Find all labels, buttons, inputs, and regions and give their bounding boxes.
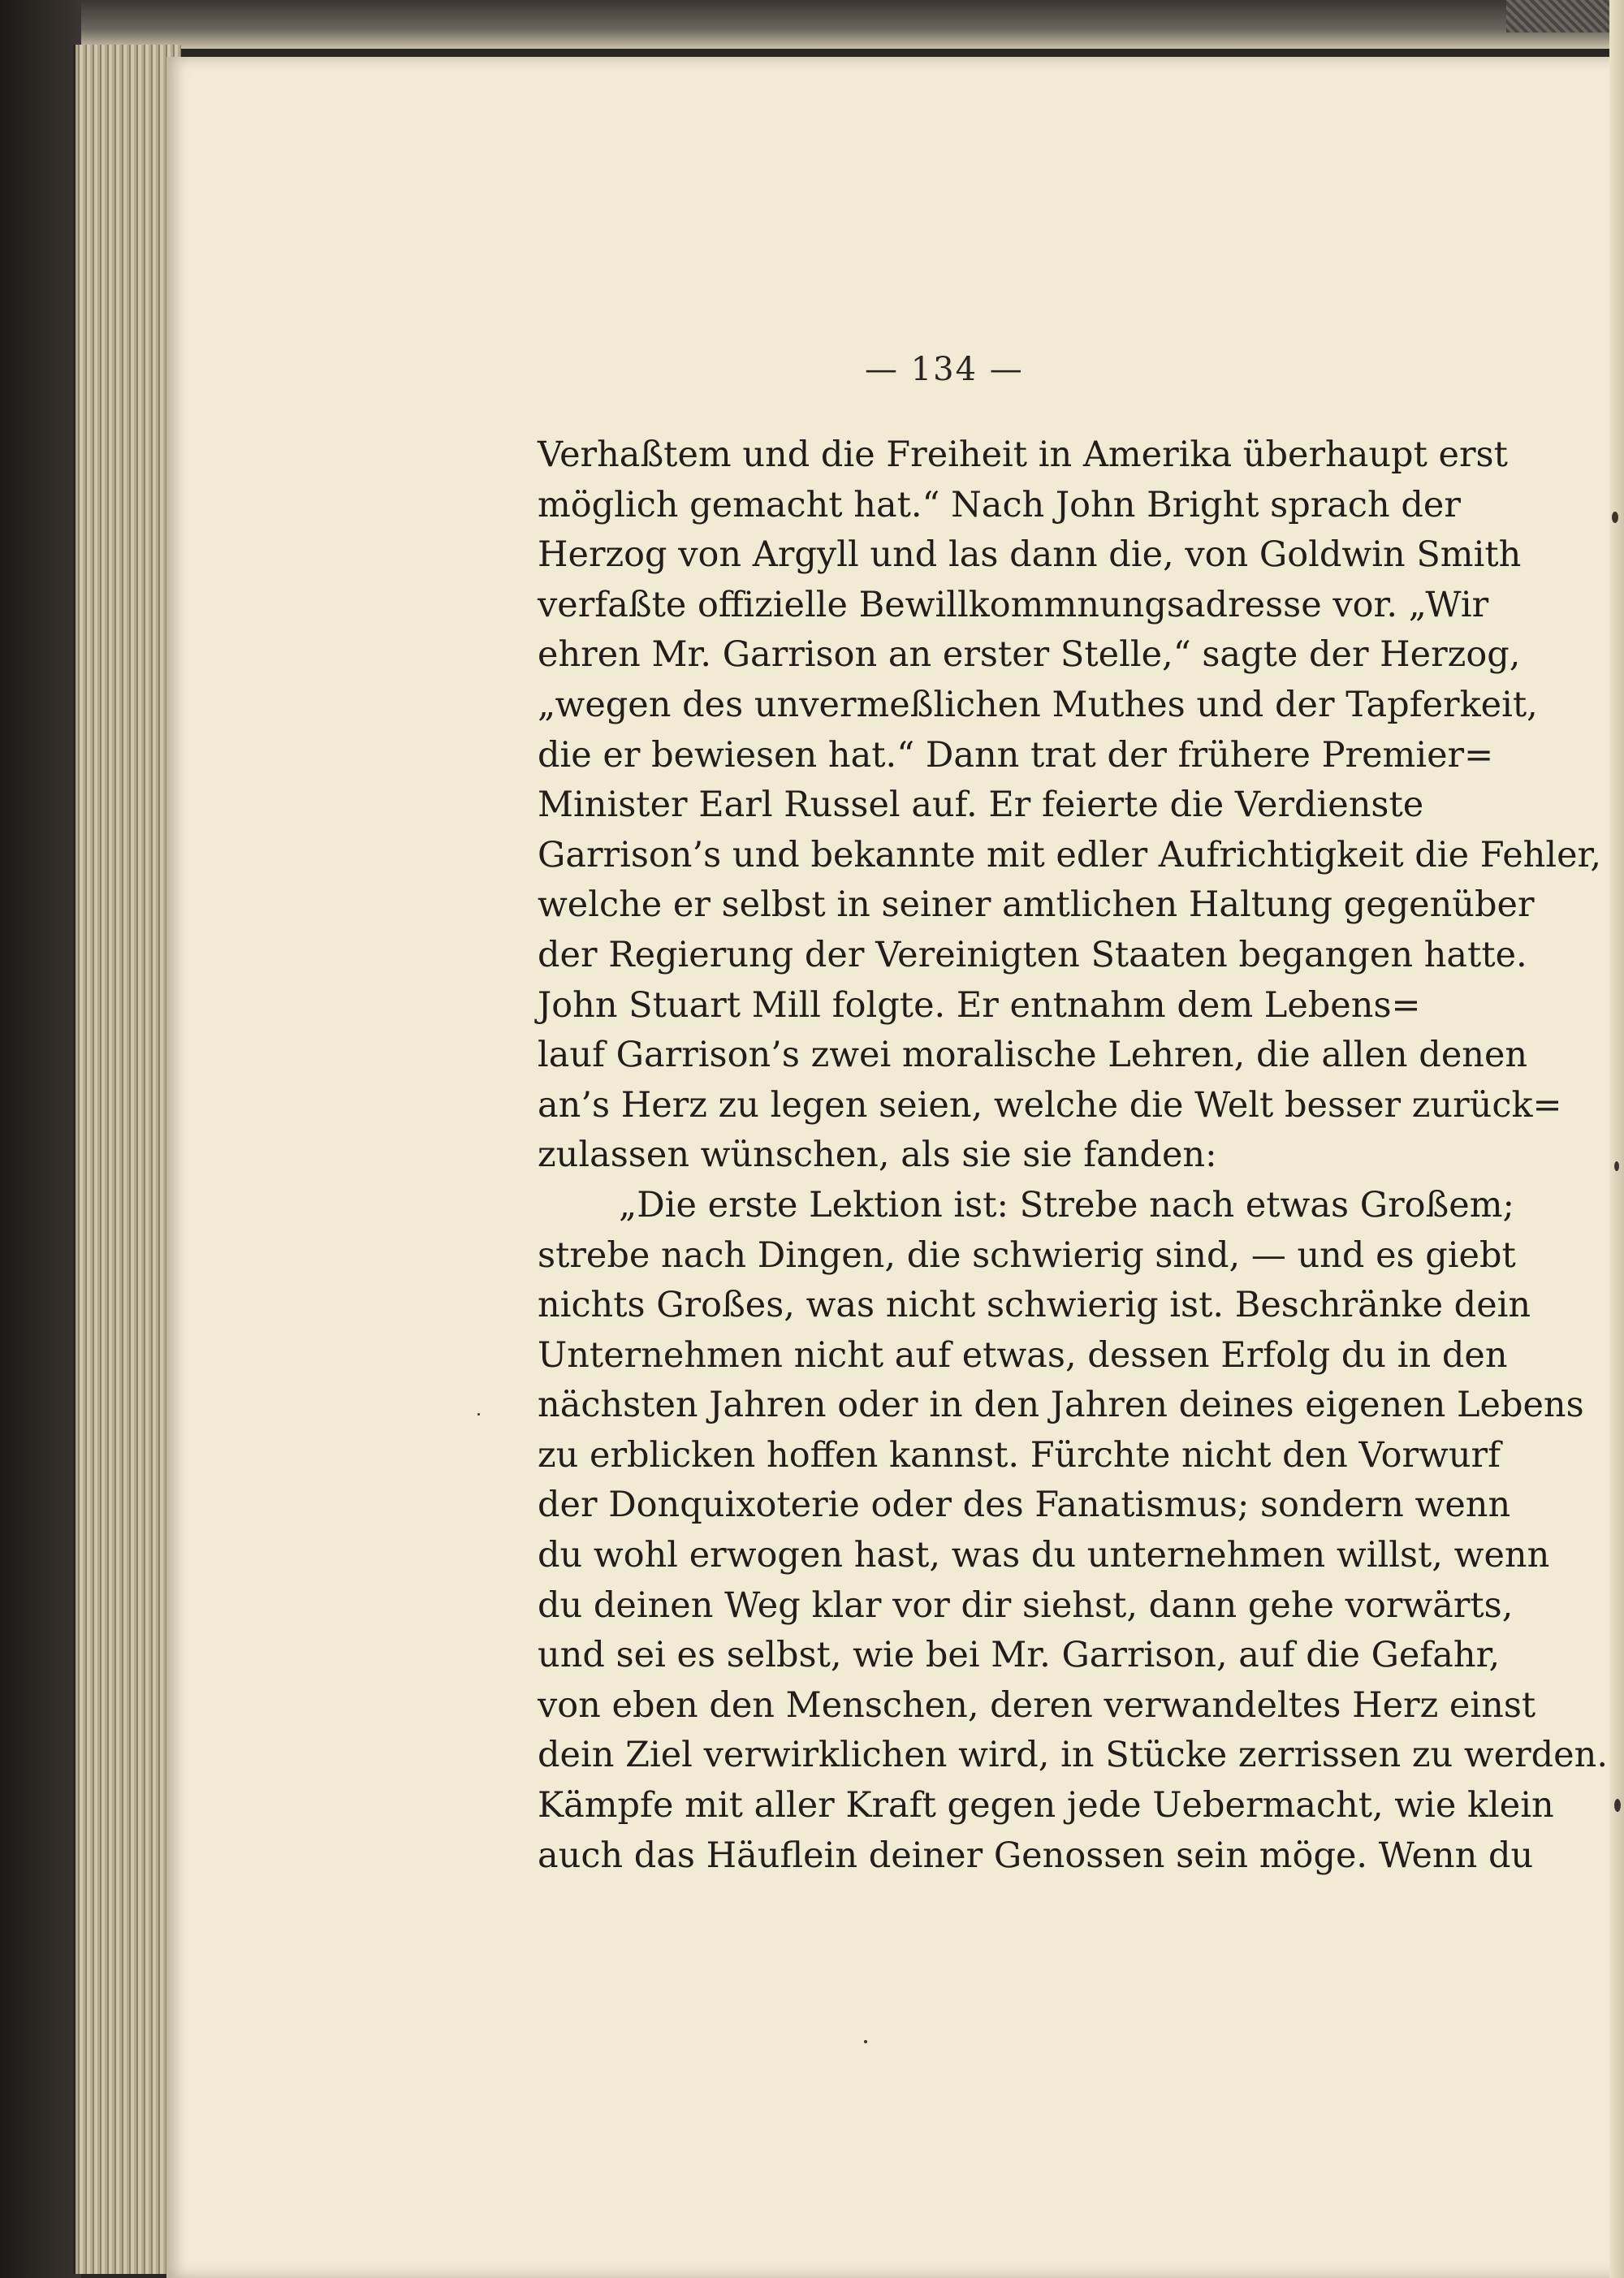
text-line: ehren Mr. Garrison an erster Stelle,“ sagte der Herzog,: [538, 634, 1521, 676]
body-text: [538, 430, 1608, 1881]
text-line: Garrison’s und bekannte mit edler Aufrichtigkeit die Fehler,: [538, 834, 1602, 875]
text-line: Minister Earl Russel auf. Er feierte die Verdienste: [538, 785, 1424, 826]
ink-speck: [1614, 1799, 1621, 1812]
text-line: auch das Häuflein deiner Genossen sein möge. Wenn du: [538, 1835, 1534, 1876]
text-line: „Die erste Lektion ist: Strebe nach etwas Großem;: [619, 1184, 1514, 1225]
ink-speck: [864, 2040, 867, 2043]
text-line: möglich gemacht hat.“ Nach John Bright sprach der: [538, 484, 1461, 525]
text-line: der Donquixoterie oder des Fanatismus; sondern wenn: [538, 1485, 1511, 1526]
text-line: lauf Garrison’s zwei moralische Lehren, die allen denen: [538, 1035, 1528, 1076]
text-line: dein Ziel verwirklichen wird, in Stücke zerrissen zu werden.: [538, 1735, 1608, 1776]
text-line: strebe nach Dingen, die schwierig sind, — und es giebt: [538, 1234, 1516, 1276]
text-line: Kämpfe mit aller Kraft gegen jede Uebermacht, wie klein: [538, 1785, 1554, 1826]
text-line: Unternehmen nicht auf etwas, dessen Erfolg du in den: [538, 1334, 1508, 1376]
text-line: zu erblicken hoffen kannst. Fürchte nicht den Vorwurf: [538, 1434, 1501, 1476]
ink-speck: [1612, 512, 1618, 523]
ink-speck: [1614, 1161, 1619, 1171]
text-line: die er bewiesen hat.“ Dann trat der frühere Premier=: [538, 734, 1494, 776]
text-line: Verhaßtem und die Freiheit in Amerika überhaupt erst: [538, 434, 1508, 475]
text-line: verfaßte offizielle Bewillkommnungsadresse vor. „Wir: [538, 584, 1489, 625]
page-number: — 134 —: [865, 351, 1024, 388]
scan-top-band: [0, 0, 1624, 49]
text-line: Herzog von Argyll und las dann die, von Goldwin Smith: [538, 534, 1522, 576]
book-cover-board: [0, 0, 81, 2278]
text-line: der Regierung der Vereinigten Staaten begangen hatte.: [538, 934, 1527, 975]
text-line: zulassen wünschen, als sie sie fanden:: [538, 1135, 1217, 1176]
text-line: an’s Herz zu legen seien, welche die Welt besser zurück=: [538, 1084, 1562, 1126]
text-line: „wegen des unvermeßlichen Muthes und der Tapferkeit,: [538, 684, 1538, 725]
text-line: nichts Großes, was nicht schwierig ist. Beschränke dein: [538, 1285, 1531, 1326]
ink-speck: [477, 1413, 480, 1416]
page-right-edge: [1609, 0, 1624, 2278]
text-line: du deinen Weg klar vor dir siehst, dann gehe vorwärts,: [538, 1584, 1514, 1626]
text-line: nächsten Jahren oder in den Jahren deines eigenen Lebens: [538, 1385, 1584, 1426]
cover-corner: [1506, 0, 1624, 32]
text-line: du wohl erwogen hast, was du unternehmen willst, wenn: [538, 1535, 1550, 1576]
page-edges: [73, 45, 181, 2274]
text-line: von eben den Menschen, deren verwandeltes Herz einst: [538, 1684, 1536, 1726]
text-line: und sei es selbst, wie bei Mr. Garrison, auf die Gefahr,: [538, 1635, 1501, 1676]
text-line: John Stuart Mill folgte. Er entnahm dem Lebens=: [538, 984, 1421, 1026]
text-line: welche er selbst in seiner amtlichen Haltung gegenüber: [538, 884, 1535, 926]
